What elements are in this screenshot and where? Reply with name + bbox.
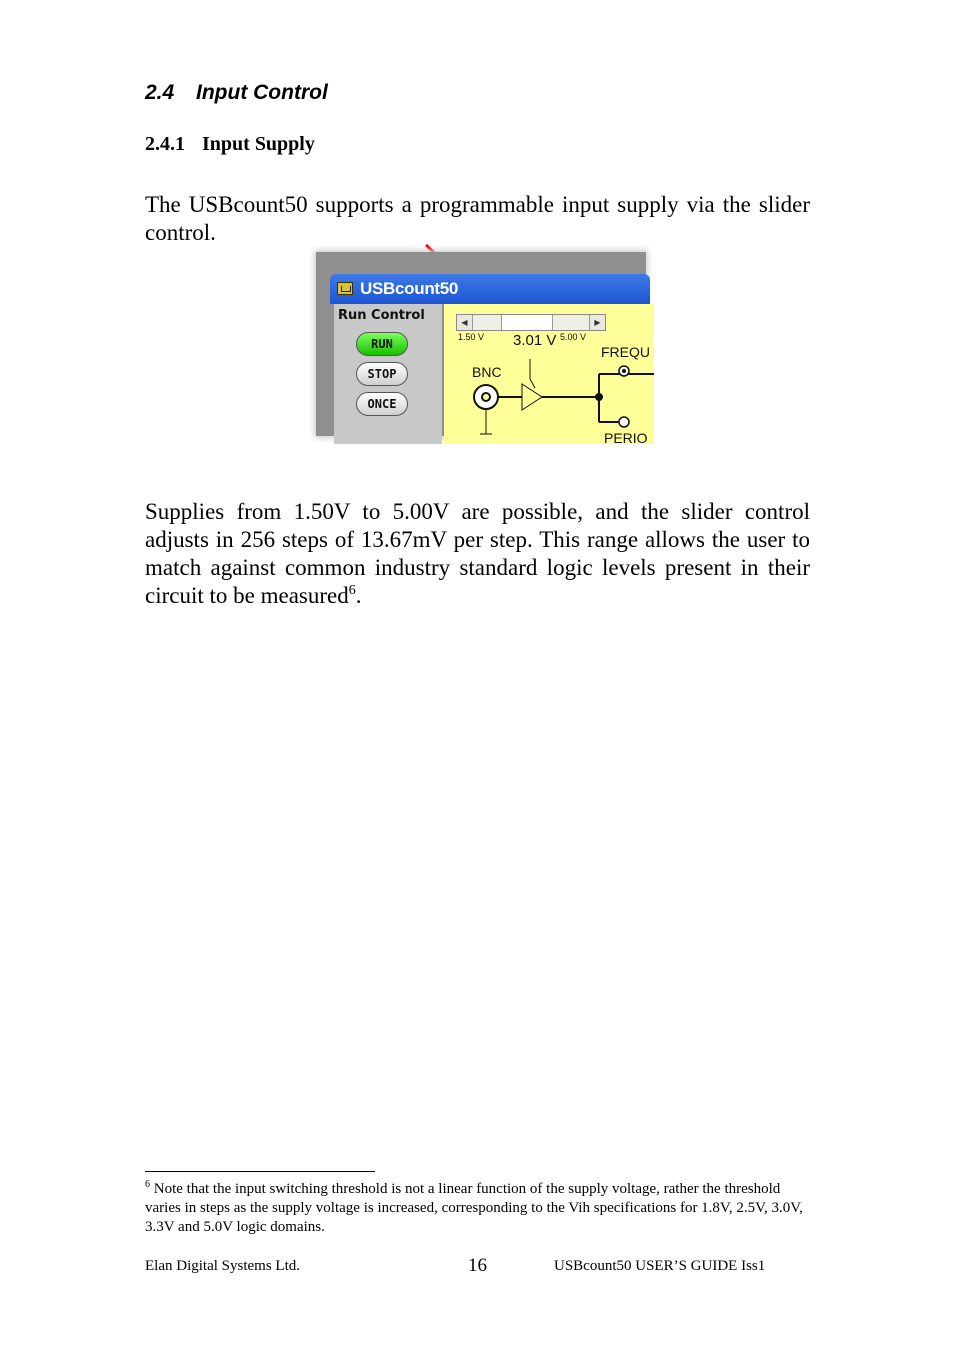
supply-voltage-readout: 3.01 V bbox=[513, 332, 557, 349]
period-label: PERIO bbox=[604, 430, 648, 446]
page-number: 16 bbox=[468, 1255, 487, 1276]
slider-right-arrow-icon[interactable]: ▶ bbox=[589, 315, 605, 330]
frequency-label: FREQU bbox=[601, 344, 650, 360]
usbcount50-screenshot bbox=[316, 252, 650, 446]
supply-range-text: Supplies from 1.50V to 5.00V are possible, and the slider control adjusts in 256 steps of 13.67mV per step. This range allows the user to match against common industry standard logic levels present in their circuit to be measured bbox=[145, 499, 810, 608]
slider-min-label: 1.50 V bbox=[458, 332, 485, 342]
buffer-amplifier-icon bbox=[522, 384, 542, 410]
bnc-label: BNC bbox=[472, 364, 502, 380]
run-button[interactable]: RUN bbox=[356, 332, 408, 356]
subsection-title: Input Supply bbox=[202, 133, 315, 155]
intro-paragraph: The USBcount50 supports a programmable input supply via the slider control. bbox=[145, 192, 810, 245]
input-panel bbox=[444, 304, 654, 444]
footnote-ref[interactable]: 6 bbox=[348, 583, 356, 598]
supply-range-end: . bbox=[355, 583, 362, 608]
subsection-number: 2.4.1 bbox=[145, 133, 185, 155]
stop-button[interactable]: STOP bbox=[356, 362, 408, 386]
slider-max-label: 5.00 V bbox=[560, 332, 587, 342]
period-radio bbox=[619, 417, 629, 427]
section-heading bbox=[145, 81, 328, 105]
footnote-divider bbox=[145, 1171, 375, 1172]
window-title-bar bbox=[330, 274, 650, 304]
window-title: USBcount50 bbox=[360, 279, 459, 298]
section-number: 2.4 bbox=[145, 81, 175, 104]
once-button[interactable]: ONCE bbox=[356, 392, 408, 416]
slider-left-arrow-icon[interactable]: ◀ bbox=[457, 315, 473, 330]
run-control-label: Run Control bbox=[338, 308, 425, 323]
footnote-marker: 6 bbox=[145, 1179, 150, 1190]
section-title: Input Control bbox=[196, 81, 328, 104]
subsection-heading bbox=[145, 133, 315, 156]
run-control-panel bbox=[334, 304, 442, 444]
footnote bbox=[145, 1180, 810, 1237]
footer-company: Elan Digital Systems Ltd. bbox=[145, 1258, 300, 1274]
footer-document-title: USBcount50 USER’S GUIDE Iss1 bbox=[554, 1258, 766, 1274]
footnote-text: Note that the input switching threshold is not a linear function of the supply voltage, rather the threshold varies in steps as the supply voltage is increased, corresponding to the Vih specifications for 1.8V, 2.5V, 3.0V, 3.3V and 5.0V logic domains. bbox=[145, 1181, 803, 1235]
usbcount-app-icon bbox=[337, 282, 353, 295]
supply-range-paragraph bbox=[145, 498, 810, 610]
input-circuit-diagram bbox=[444, 304, 654, 444]
